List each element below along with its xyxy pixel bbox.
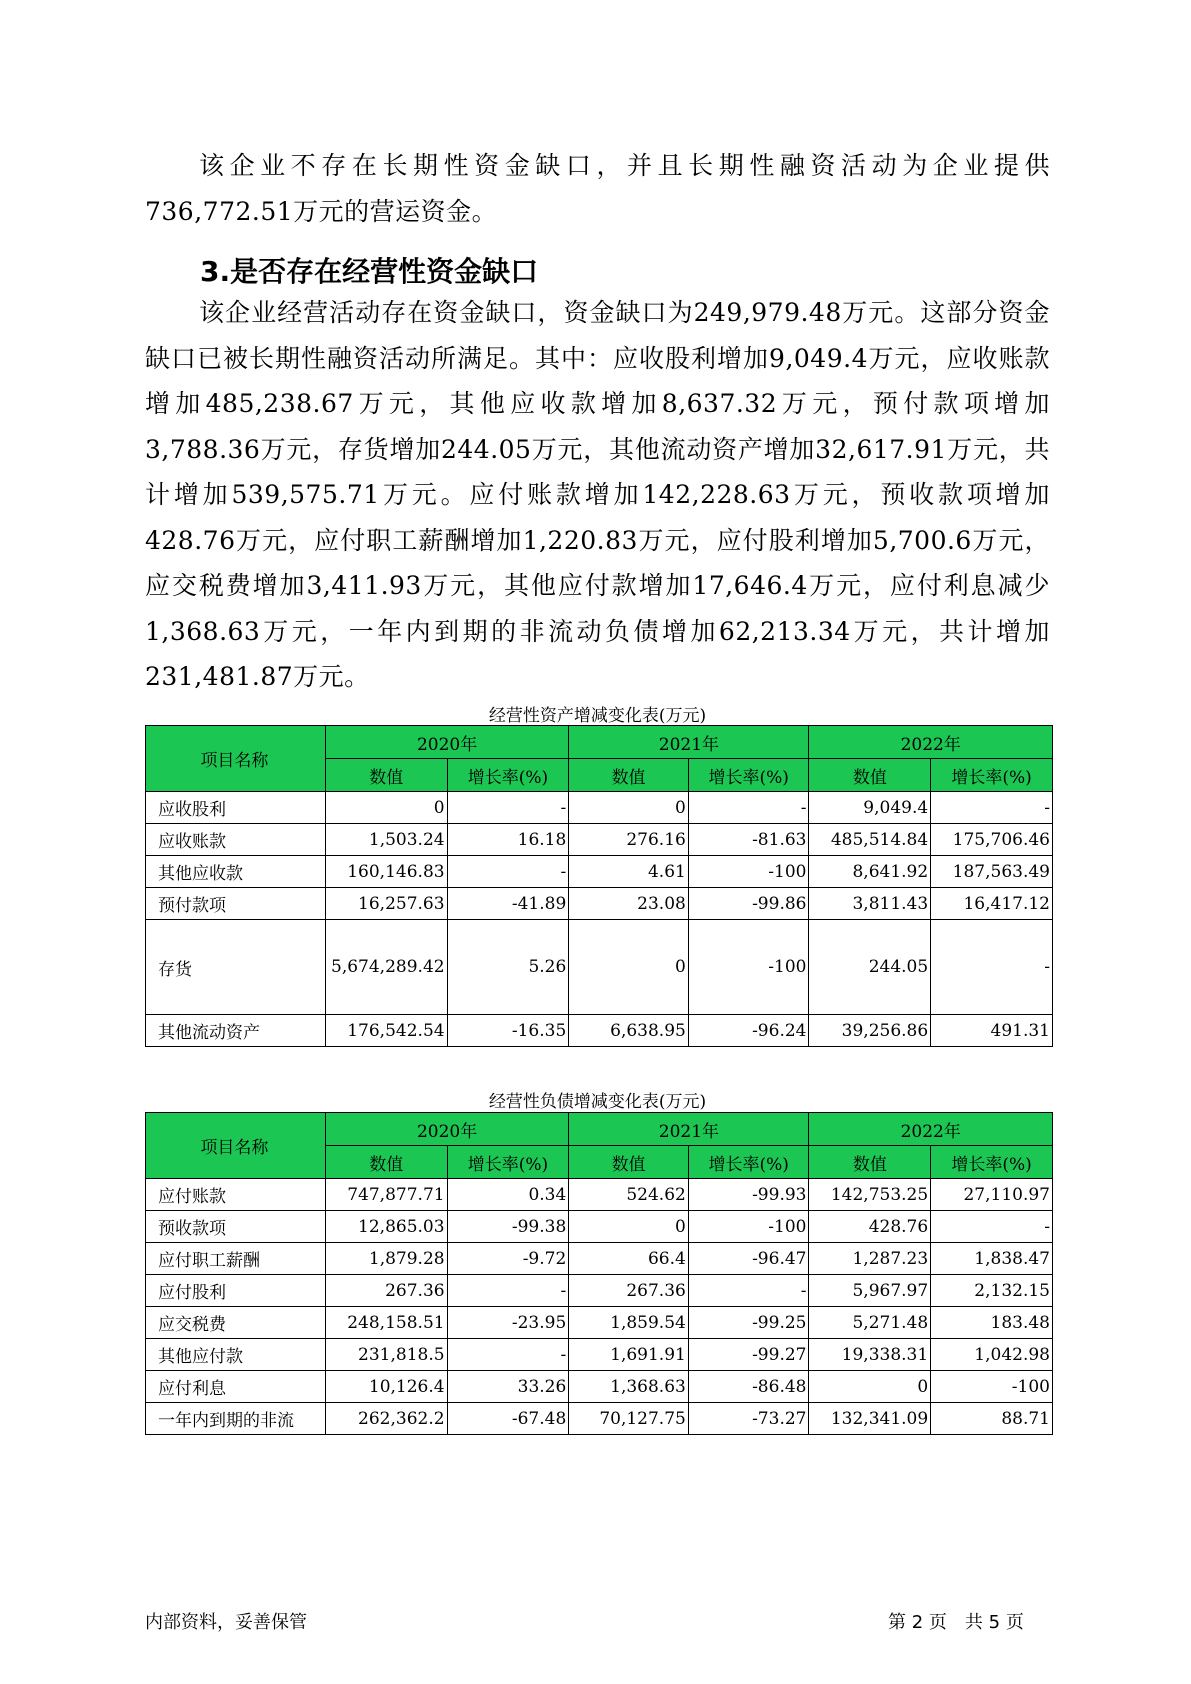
table2-year-2021: 2021年: [569, 1113, 809, 1146]
value-cell: 231,818.5: [325, 1339, 447, 1371]
row-label: 预付款项: [146, 888, 326, 920]
value-cell: 1,503.24: [325, 824, 447, 856]
rate-cell: -67.48: [447, 1403, 569, 1435]
value-cell: 70,127.75: [569, 1403, 689, 1435]
value-cell: 0: [569, 792, 689, 824]
table1-col-rate: 增长率(%): [447, 759, 569, 792]
row-label: 其他流动资产: [146, 1015, 326, 1047]
value-cell: 160,146.83: [325, 856, 447, 888]
value-cell: 1,287.23: [809, 1243, 931, 1275]
rate-cell: -96.47: [688, 1243, 809, 1275]
row-label: 其他应收款: [146, 856, 326, 888]
table-row: [146, 1275, 1053, 1307]
value-cell: 12,865.03: [325, 1211, 447, 1243]
page-suffix: 页: [1005, 1612, 1024, 1633]
rate-cell: 183.48: [931, 1307, 1053, 1339]
rate-cell: 175,706.46: [931, 824, 1053, 856]
rate-cell: 491.31: [931, 1015, 1053, 1047]
value-cell: 428.76: [809, 1211, 931, 1243]
table-row: [146, 1015, 1053, 1047]
value-cell: 66.4: [569, 1243, 689, 1275]
value-cell: 1,879.28: [325, 1243, 447, 1275]
table2-year-2022: 2022年: [809, 1113, 1053, 1146]
value-cell: 16,257.63: [325, 888, 447, 920]
table-row: [146, 920, 1053, 1015]
table1-col-rate: 增长率(%): [688, 759, 809, 792]
rate-cell: -100: [931, 1371, 1053, 1403]
rate-cell: -99.27: [688, 1339, 809, 1371]
table1-header-name: 项目名称: [146, 726, 326, 792]
value-cell: 39,256.86: [809, 1015, 931, 1047]
value-cell: 5,271.48: [809, 1307, 931, 1339]
row-label: 应收股利: [146, 792, 326, 824]
table2-header-name: 项目名称: [146, 1113, 326, 1179]
row-label: 预收款项: [146, 1211, 326, 1243]
table-row: [146, 1371, 1053, 1403]
rate-cell: 88.71: [931, 1403, 1053, 1435]
rate-cell: 0.34: [447, 1179, 569, 1211]
rate-cell: -: [447, 856, 569, 888]
value-cell: 5,674,289.42: [325, 920, 447, 1015]
table2-body: [146, 1179, 1053, 1435]
asset-change-table: [145, 725, 1053, 1047]
value-cell: 267.36: [325, 1275, 447, 1307]
rate-cell: -: [447, 1275, 569, 1307]
page-current: 2: [911, 1612, 924, 1633]
table2-col-rate: 增长率(%): [931, 1146, 1053, 1179]
value-cell: 0: [325, 792, 447, 824]
liability-change-table: [145, 1112, 1053, 1435]
table-row: [146, 1179, 1053, 1211]
value-cell: 0: [569, 1211, 689, 1243]
table1-year-2020: 2020年: [325, 726, 568, 759]
rate-cell: -99.86: [688, 888, 809, 920]
value-cell: 8,641.92: [809, 856, 931, 888]
value-cell: 248,158.51: [325, 1307, 447, 1339]
rate-cell: 27,110.97: [931, 1179, 1053, 1211]
row-label: 应付职工薪酬: [146, 1243, 326, 1275]
table2-col-rate: 增长率(%): [688, 1146, 809, 1179]
rate-cell: -16.35: [447, 1015, 569, 1047]
value-cell: 485,514.84: [809, 824, 931, 856]
paragraph-gap: [145, 290, 1050, 700]
row-label: 一年内到期的非流: [146, 1403, 326, 1435]
value-cell: 1,691.91: [569, 1339, 689, 1371]
table-row: [146, 1243, 1053, 1275]
table1-col-value: 数值: [809, 759, 931, 792]
rate-cell: -100: [688, 1211, 809, 1243]
rate-cell: -9.72: [447, 1243, 569, 1275]
value-cell: 23.08: [569, 888, 689, 920]
value-cell: 244.05: [809, 920, 931, 1015]
row-label: 应收账款: [146, 824, 326, 856]
table-row: [146, 856, 1053, 888]
paragraph-financing: [145, 143, 1050, 234]
value-cell: 1,368.63: [569, 1371, 689, 1403]
table2-caption: 经营性负债增减变化表(万元): [488, 1092, 707, 1112]
rate-cell: -81.63: [688, 824, 809, 856]
table-row: [146, 888, 1053, 920]
rate-cell: -41.89: [447, 888, 569, 920]
value-cell: 262,362.2: [325, 1403, 447, 1435]
table-row: [146, 824, 1053, 856]
value-cell: 4.61: [569, 856, 689, 888]
rate-cell: -99.25: [688, 1307, 809, 1339]
rate-cell: -: [688, 1275, 809, 1307]
rate-cell: 16,417.12: [931, 888, 1053, 920]
rate-cell: 5.26: [447, 920, 569, 1015]
page-prefix: 第: [888, 1612, 906, 1633]
rate-cell: -100: [688, 920, 809, 1015]
row-label: 应付账款: [146, 1179, 326, 1211]
table-row: [146, 1339, 1053, 1371]
rate-cell: 187,563.49: [931, 856, 1053, 888]
page-mid: 页 共: [928, 1612, 983, 1633]
rate-cell: -: [688, 792, 809, 824]
rate-cell: -99.38: [447, 1211, 569, 1243]
table2-col-value: 数值: [809, 1146, 931, 1179]
rate-cell: 2,132.15: [931, 1275, 1053, 1307]
rate-cell: -23.95: [447, 1307, 569, 1339]
value-cell: 276.16: [569, 824, 689, 856]
table1-col-rate: 增长率(%): [931, 759, 1053, 792]
table1-col-value: 数值: [569, 759, 689, 792]
rate-cell: 33.26: [447, 1371, 569, 1403]
rate-cell: -86.48: [688, 1371, 809, 1403]
table-row: [146, 792, 1053, 824]
rate-cell: -96.24: [688, 1015, 809, 1047]
row-label: 应交税费: [146, 1307, 326, 1339]
row-label: 应付股利: [146, 1275, 326, 1307]
value-cell: 142,753.25: [809, 1179, 931, 1211]
rate-cell: 16.18: [447, 824, 569, 856]
value-cell: 5,967.97: [809, 1275, 931, 1307]
table2-col-value: 数值: [569, 1146, 689, 1179]
rate-cell: -99.93: [688, 1179, 809, 1211]
table2-col-rate: 增长率(%): [447, 1146, 569, 1179]
value-cell: 747,877.71: [325, 1179, 447, 1211]
rate-cell: -: [931, 920, 1053, 1015]
table1-caption: 经营性资产增减变化表(万元): [488, 706, 707, 726]
table2-col-value: 数值: [325, 1146, 447, 1179]
row-label: 应付利息: [146, 1371, 326, 1403]
value-cell: 0: [809, 1371, 931, 1403]
value-cell: 0: [569, 920, 689, 1015]
row-label: 其他应付款: [146, 1339, 326, 1371]
value-cell: 10,126.4: [325, 1371, 447, 1403]
table-row: [146, 1403, 1053, 1435]
value-cell: 9,049.4: [809, 792, 931, 824]
table1-year-2021: 2021年: [569, 726, 809, 759]
table2-year-2020: 2020年: [325, 1113, 568, 1146]
value-cell: 132,341.09: [809, 1403, 931, 1435]
rate-cell: -: [931, 792, 1053, 824]
value-cell: 524.62: [569, 1179, 689, 1211]
rate-cell: -73.27: [688, 1403, 809, 1435]
footer-page-number: [888, 1608, 1024, 1634]
paragraph-financing-text: 该企业不存在长期性资金缺口，并且长期性融资活动为企业提供736,772.51万元的营运资金。: [145, 151, 1050, 226]
value-cell: 6,638.95: [569, 1015, 689, 1047]
rate-cell: -: [931, 1211, 1053, 1243]
table-row: [146, 1211, 1053, 1243]
value-cell: 19,338.31: [809, 1339, 931, 1371]
value-cell: 3,811.43: [809, 888, 931, 920]
rate-cell: -: [447, 1339, 569, 1371]
rate-cell: -100: [688, 856, 809, 888]
table1-col-value: 数值: [325, 759, 447, 792]
paragraph-gap-text: 该企业经营活动存在资金缺口，资金缺口为249,979.48万元。这部分资金缺口已被长期性融资活动所满足。其中：应收股利增加9,049.4万元，应收账款增加485,238.67万元，其他应收款增加8,637.32万元，预付款项增加3,788.36万元，存货增加244.05万元，其他流动资产增加32,617.91万元，共计增加539,575.71万元。应付账款增加142,228.63万元，预收款项增加428.76万元，应付职工薪酬增加1,220.83万元，应付股利增加5,700.6万元，应交税费增加3,411.93万元，其他应付款增加17,646.4万元，应付利息减少1,368.63万元，一年内到期的非流动负债增加62,213.34万元，共计增加231,481.87万元。: [145, 298, 1050, 691]
section-heading: 3.是否存在经营性资金缺口: [200, 255, 539, 288]
row-label: 存货: [146, 920, 326, 1015]
table1-body: [146, 792, 1053, 1047]
footer-confidential: 内部资料，妥善保管: [145, 1612, 307, 1633]
rate-cell: -: [447, 792, 569, 824]
rate-cell: 1,042.98: [931, 1339, 1053, 1371]
value-cell: 176,542.54: [325, 1015, 447, 1047]
value-cell: 1,859.54: [569, 1307, 689, 1339]
table-row: [146, 1307, 1053, 1339]
page-total: 5: [988, 1612, 1001, 1633]
value-cell: 267.36: [569, 1275, 689, 1307]
table1-year-2022: 2022年: [809, 726, 1053, 759]
rate-cell: 1,838.47: [931, 1243, 1053, 1275]
